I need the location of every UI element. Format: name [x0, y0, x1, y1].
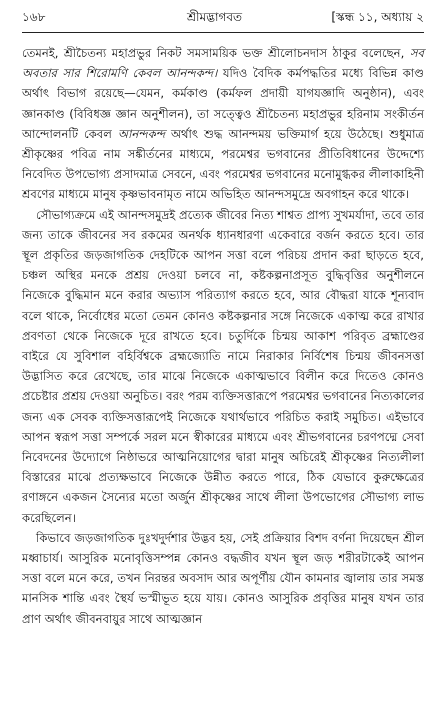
- book-title: শ্রীমদ্ভাগবত: [187, 10, 243, 24]
- book-page: [0, 2, 447, 701]
- paragraph-1-text-3: অর্থাৎ শুদ্ধ আনন্দময় ভক্তিমার্গ হয়ে উঠেছে। শুধুমাত্র শ্রীকৃষ্ণের পবিত্র নাম সঙ্কীর্তনের মাধ্যমে, পরমেশ্বর ভগবানের প্রীতিবিধানের উদ্দেশ্যে নিবেদিত উপভোগ্য প্রসাদমাত্র সেবনে, এবং পরমেশ্বর ভগবানের মনোমুগ্ধকর লীলাকাহিনী শ্রবণের মাধ্যমে মানুষ কৃষ্ণভাবনামৃত নামে অভিহিত আনন্দসমুদ্রে অবগাহন করে থাকে।: [22, 126, 424, 202]
- paragraph-1-text-2: যদিও বৈদিক কর্মপদ্ধতির মধ্যে বিভিন্ন কাণ্ড অর্থাৎ বিভাগ রয়েছে—যেমন, কর্মকাণ্ড (কর্মফল প্রদায়ী যাগযজ্ঞাদি অনুষ্ঠান), এবং জ্ঞানকাণ্ড (বিবিধজ্ঞ জ্ঞান অনুশীলন), তা সত্ত্বেও শ্রীচৈতন্য মহাপ্রভুর হরিনাম সংকীর্তন আন্দোলনটি কেবল: [22, 66, 424, 141]
- paragraph-1: [22, 43, 424, 205]
- page-header: [22, 2, 424, 33]
- paragraph-3: কিভাবে জড়জাগতিক দুঃখদুর্দশার উদ্ভব হয়, সেই প্রক্রিয়ার বিশদ বর্ণনা দিয়েছেন শ্রীল মধ্বাচার্য। আসুরিক মনোবৃত্তিসম্পন্ন কোনও বদ্ধজীব যখন স্থূল জড় শরীরটাকেই আপন সত্তা বলে মনে করে, তখন নিরন্তর অবসাদ আর অপূর্ণীয় যৌন কামনার জ্বালায় তার সমস্ত মানসিক শান্তি এবং স্থৈর্য ভস্মীভূত হয়ে যায়। কোনও আসুরিক প্রবৃত্তির মানুষ যখন তার প্রাণ অর্থাৎ জীবনবায়ুর সাথে আত্মজ্ঞান: [22, 530, 424, 626]
- paragraph-1-term: আনন্দকন্দ: [117, 126, 166, 141]
- page-body: [22, 43, 424, 629]
- paragraph-1-text: তেমনই, শ্রীচৈতন্য মহাপ্রভুর নিকট সমসাময়িক ভক্ত শ্রীলোচনদাস ঠাকুর বলেছেন,: [22, 46, 410, 60]
- paragraph-2: সৌভাগ্যক্রমে এই আনন্দসমুদ্রই প্রত্যেক জীবের নিত্য শাশ্বত প্রাপ্য সুখমর্যাদা, তবে তার জন্য তাকে জীবনের সব রকমের অনর্থক ধ্যানধারণা একেবারে বর্জন করতে হবে। তার স্থূল প্রকৃতির জড়জাগতিক দেহটিকে আপন সত্তা বলে পরিচয় প্রদান করা ছাড়তে হবে, চঞ্চল অস্থির মনকে প্রশ্রয় দেওয়া চলবে না, কষ্টকল্পনাপ্রসূত বুদ্ধিবৃত্তির অনুশীলনে নিজেকে বুদ্ধিমান মনে করার অভ্যাস পরিত্যাগ করতে হবে, আর বৌদ্ধরা যাকে শূন্যবাদ বলে থাকে, নির্বোধের মতো তেমন কোনও কষ্টকল্পনার সঙ্গে নিজেকে একাত্ম করে রাখার প্রবণতা থেকে নিজেকে দূরে রাখতে হবে। চতুর্দিকে চিন্ময় আকাশ পরিবৃত ব্রহ্মাণ্ডের বাইরে যে সুবিশাল বহির্বিশ্বকে ব্রহ্মজ্যোতি নামে নিরাকার নির্বিশেষ চিন্ময় জীবনসত্তা উদ্ভাসিত করে রেখেছে, তার মাঝে নিজেকে একাত্মভাবে বিলীন করে দিতেও কোনও প্রচেষ্টার প্রশ্রয় দেওয়া অনুচিত। বরং পরম ব্যক্তিসত্তারূপে পরমেশ্বর ভগবানের নিত্যকালের জন্য এক সেবক ব্যক্তিসত্তারূপেই নিজেকে যথার্থভাবে পরিচিত করাই সমুচিত। এইভাবে আপন স্বরূপ সত্তা সম্পর্কে সরল মনে স্বীকারের মাধ্যমে এবং শ্রীভগবানের চরণপদ্মে সেবা নিবেদনের উদ্যোগে নিষ্ঠাভরে আত্মনিয়োগের দ্বারা মানুষ অচিরেই শ্রীকৃষ্ণের নিত্যলীলা বিস্তারের মাঝে প্রত্যক্ষভাবে নিজেকে উন্নীত করতে পারে, ঠিক যেভাবে কুরুক্ষেত্রের রণাঙ্গনে একজন সৈন্যের মতো অর্জুন শ্রীকৃষ্ণের সাথে লীলা উপভোগের সৌভাগ্য লাভ করেছিলেন।: [22, 207, 424, 525]
- paragraph-1-quote: সব অবতার সার শিরোমণি কেবল আনন্দকন্দ।: [22, 46, 424, 81]
- page-number: ১৬৮: [22, 10, 46, 24]
- chapter-reference: [স্কন্ধ ১১, অধ্যায় ২: [331, 10, 424, 24]
